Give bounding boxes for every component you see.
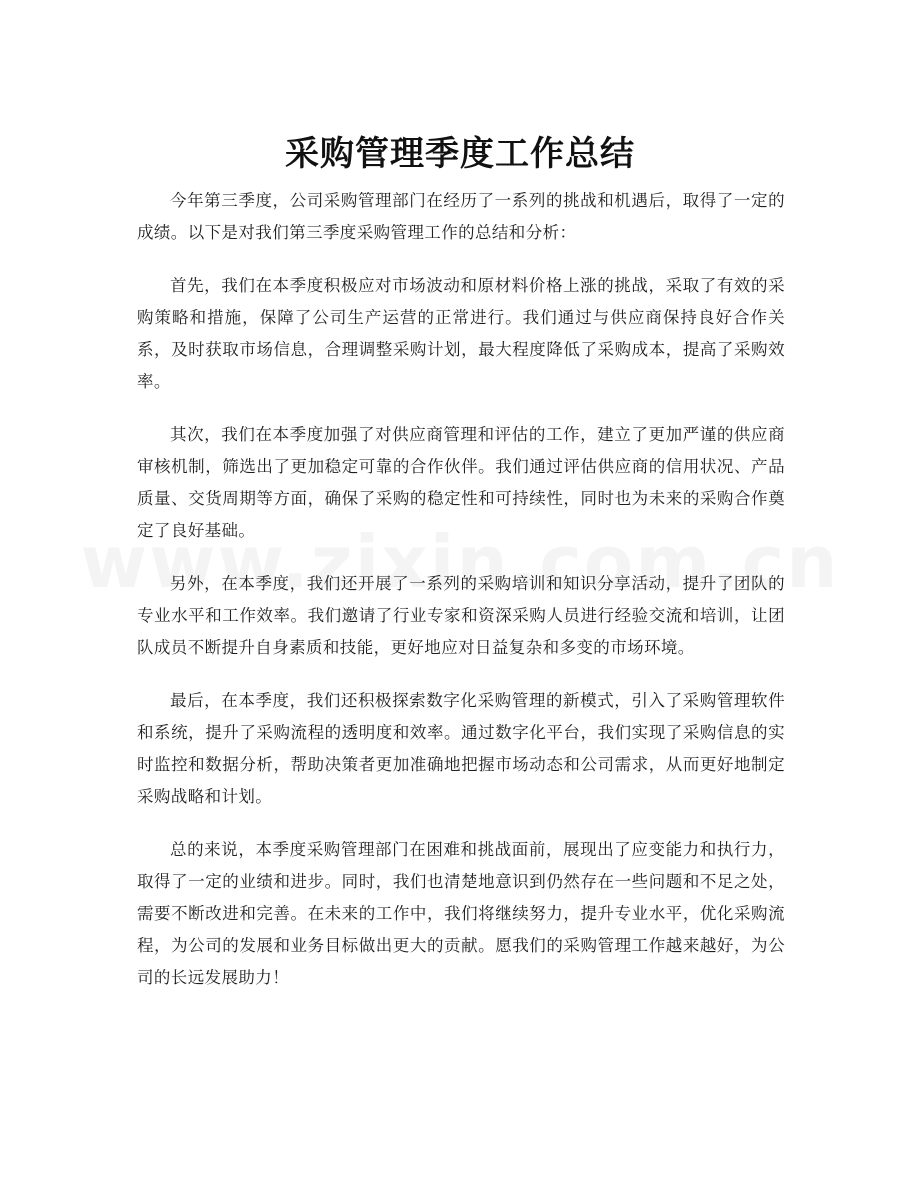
paragraph-first: 首先，我们在本季度积极应对市场波动和原材料价格上涨的挑战，采取了有效的采购策略和措施，保障了公司生产运营的正常进行。我们通过与供应商保持良好合作关系，及时获取市场信息，合理调整采购计划，最大程度降低了采购成本，提高了采购效率。: [137, 276, 785, 391]
paragraph-summary: 总的来说，本季度采购管理部门在困难和挑战面前，展现出了应变能力和执行力，取得了一定的业绩和进步。同时，我们也清楚地意识到仍然存在一些问题和不足之处，需要不断改进和完善。在未来的工作中，我们将继续努力，提升专业水平，优化采购流程，为公司的发展和业务目标做出更大的贡献。愿我们的采购管理工作越来越好，为公司的长远发展助力！: [137, 840, 785, 987]
paragraph-third: 另外，在本季度，我们还开展了一系列的采购培训和知识分享活动，提升了团队的专业水平和工作效率。我们邀请了行业专家和资深采购人员进行经验交流和培训，让团队成员不断提升自身素质和技能，更好地应对日益复杂和多变的市场环境。: [137, 574, 785, 657]
paragraph-second: 其次，我们在本季度加强了对供应商管理和评估的工作，建立了更加严谨的供应商审核机制，筛选出了更加稳定可靠的合作伙伴。我们通过评估供应商的信用状况、产品质量、交货周期等方面，确保了采购的稳定性和可持续性，同时也为未来的采购合作奠定了良好基础。: [137, 425, 785, 540]
document-body: [137, 185, 785, 1015]
page-title: 采购管理季度工作总结: [285, 133, 635, 174]
paragraph-fourth: 最后，在本季度，我们还积极探索数字化采购管理的新模式，引入了采购管理软件和系统，提升了采购流程的透明度和效率。通过数字化平台，我们实现了采购信息的实时监控和数据分析，帮助决策者更加准确地把握市场动态和公司需求，从而更好地制定采购战略和计划。: [137, 691, 785, 806]
paragraph-intro: 今年第三季度，公司采购管理部门在经历了一系列的挑战和机遇后，取得了一定的成绩。以下是对我们第三季度采购管理工作的总结和分析：: [137, 191, 785, 242]
